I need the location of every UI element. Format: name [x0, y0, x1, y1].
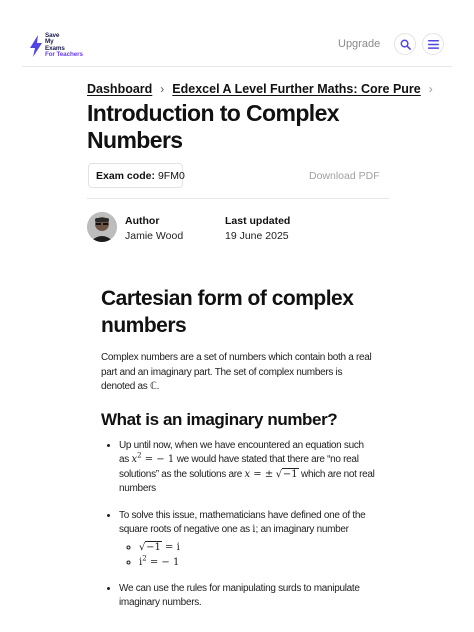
menu-button[interactable] [422, 33, 444, 55]
section-heading: Cartesian form of complex numbers [101, 287, 354, 337]
math-variable: i [252, 524, 256, 535]
math-expression: = − 1 [146, 556, 180, 568]
bullet-text: ; an imaginary number [255, 524, 349, 535]
subsection-heading: What is an imaginary number? [101, 409, 338, 429]
search-icon [400, 39, 411, 50]
last-updated-date: 19 June 2025 [225, 230, 289, 242]
lightning-bolt-icon [29, 35, 43, 57]
upgrade-link[interactable]: Upgrade [338, 38, 381, 50]
bullet-list [101, 439, 376, 611]
article-content [101, 285, 376, 612]
math-radicand: −1 [282, 468, 298, 480]
bullet-text: which are not real numbers [119, 468, 375, 494]
exam-code-value: 9FM0 [157, 169, 185, 182]
breadcrumb-dashboard[interactable]: Dashboard [87, 82, 153, 96]
math-variable: x [131, 454, 138, 465]
search-button[interactable] [394, 33, 416, 55]
header-divider [22, 66, 452, 67]
page-title: Introduction to Complex Numbers [87, 100, 339, 153]
logo-wordmark [45, 33, 83, 58]
intro-paragraph: Complex numbers are a set of numbers which contain both a real part and an imaginary part. The set of complex numbers is denoted as ℂ. [101, 352, 372, 392]
logo-subline: For Teachers [45, 50, 83, 58]
math-radicand: −1 [146, 541, 161, 553]
logo-line: Save [45, 32, 60, 39]
math-variable: i [139, 556, 143, 568]
list-item [119, 439, 376, 497]
math-expression: = i [161, 541, 180, 553]
list-item [139, 540, 376, 555]
hamburger-menu-icon [428, 40, 439, 49]
breadcrumb [87, 82, 433, 96]
author-label: Author [125, 215, 160, 227]
author-name[interactable]: Jamie Wood [125, 230, 184, 242]
author-photo-icon [87, 212, 117, 242]
last-updated-label: Last updated [225, 215, 291, 227]
list-item [119, 509, 376, 570]
bullet-text: we would have stated that there are “no real solutions” as the solutions are [119, 454, 359, 480]
exam-code-badge [88, 163, 183, 188]
sub-bullet-list [119, 540, 376, 570]
chevron-right-icon: › [428, 82, 433, 96]
exam-code-label: Exam code: [96, 169, 155, 182]
logo-line: Exams [45, 44, 65, 52]
list-item [139, 555, 376, 570]
site-header [0, 0, 474, 67]
math-exponent: 2 [137, 451, 142, 460]
savemyexams-logo[interactable] [29, 33, 83, 58]
logo-line: My [45, 38, 54, 46]
math-expression: x = ± [244, 468, 274, 480]
bullet-text: To solve this issue, mathematicians have defined one of the square roots of negative one as [119, 509, 366, 535]
bullet-text: Up until now, when we have encountered an equation such as [119, 439, 364, 465]
math-exponent: 2 [142, 554, 147, 563]
meta-divider [87, 198, 389, 199]
download-pdf-button[interactable]: Download PDF [309, 170, 380, 182]
square-root-icon: √ [275, 468, 282, 480]
bullet-text: We can use the rules for manipulating surds to manipulate imaginary numbers. [119, 582, 360, 608]
author-avatar [87, 212, 117, 242]
list-item [119, 582, 376, 611]
math-expression: = − 1 [141, 454, 175, 465]
breadcrumb-course[interactable]: Edexcel A Level Further Maths: Core Pure [172, 82, 421, 96]
square-root-icon: √ [139, 541, 146, 553]
chevron-right-icon: › [160, 82, 165, 96]
